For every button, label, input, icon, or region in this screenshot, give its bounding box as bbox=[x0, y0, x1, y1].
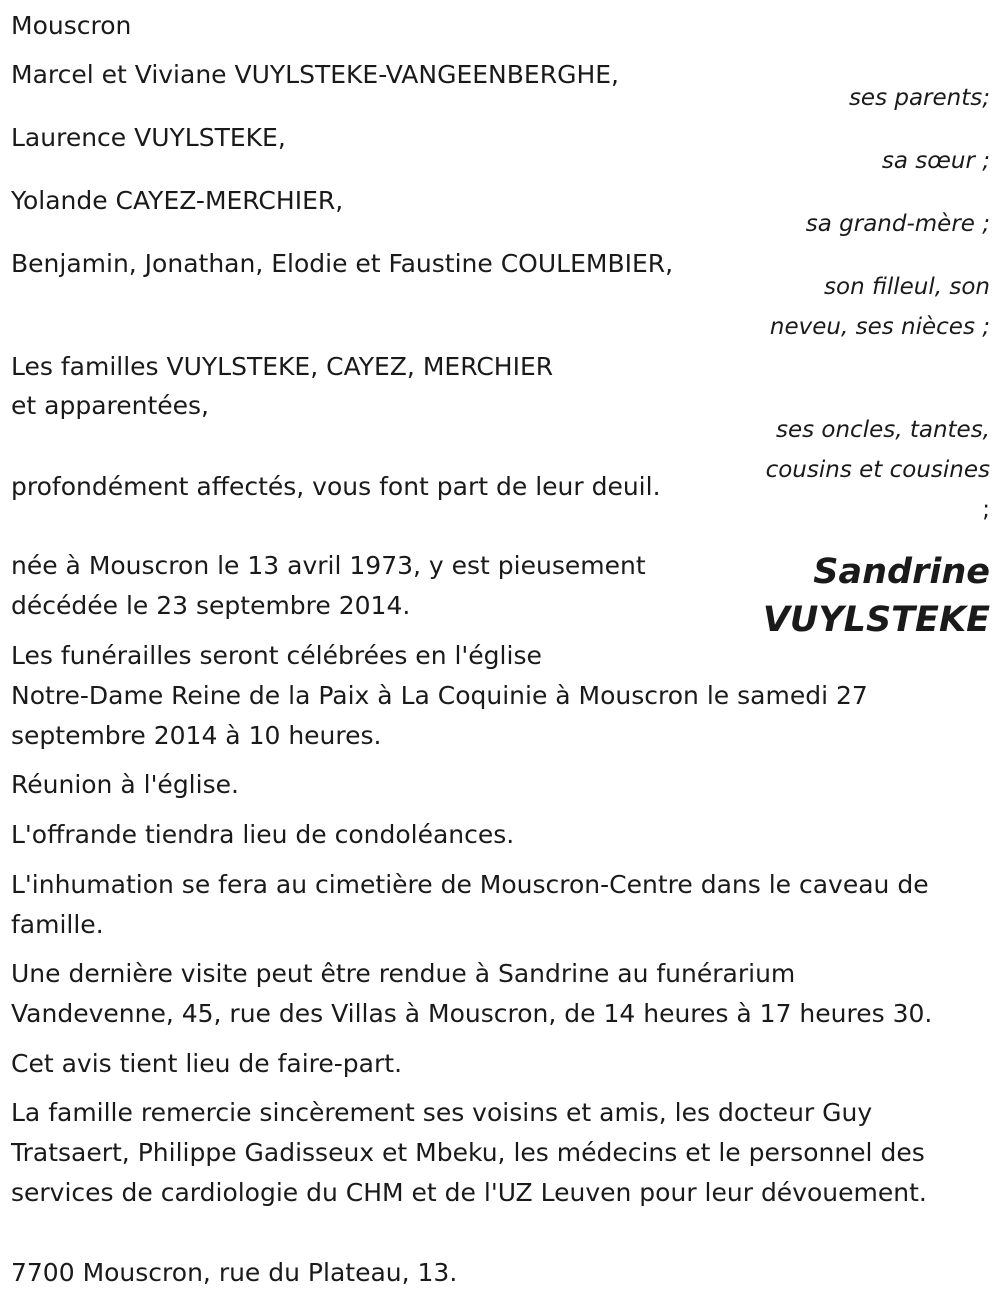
family-parents-relation: ses parents; bbox=[848, 85, 990, 111]
family-grandmother-names: Yolande CAYEZ-MERCHIER, bbox=[11, 186, 344, 215]
funeral-line2: Notre-Dame Reine de la Paix à La Coquinie à Mouscron le samedi 27 bbox=[11, 681, 868, 710]
family-parents-names: Marcel et Viviane VUYLSTEKE-VANGEENBERGHE, bbox=[11, 60, 619, 89]
location: Mouscron bbox=[11, 11, 132, 40]
thanks-line1: La famille remercie sincèrement ses voisins et amis, les docteur Guy bbox=[11, 1098, 873, 1127]
family-sister-names: Laurence VUYLSTEKE, bbox=[11, 123, 286, 152]
announcement: profondément affectés, vous font part de leur deuil. bbox=[11, 472, 661, 501]
funeral-line3: septembre 2014 à 10 heures. bbox=[11, 721, 382, 750]
families-relation-line1: ses oncles, tantes, bbox=[775, 417, 990, 443]
notice: Cet avis tient lieu de faire-part. bbox=[11, 1049, 403, 1078]
deceased-last-name: VUYLSTEKE bbox=[762, 600, 990, 640]
family-nephews-relation-line1: son filleul, son bbox=[824, 274, 990, 300]
birth-line1: née à Mouscron le 13 avril 1973, y est pieusement bbox=[11, 551, 646, 580]
families-relation-line2: cousins et cousines bbox=[765, 457, 990, 483]
family-sister-relation: sa sœur ; bbox=[881, 148, 990, 174]
birth-line2: décédée le 23 septembre 2014. bbox=[11, 591, 411, 620]
address: 7700 Mouscron, rue du Plateau, 13. bbox=[11, 1258, 458, 1287]
deceased-name bbox=[763, 548, 990, 644]
families-line2: et apparentées, bbox=[11, 391, 209, 420]
family-nephews-names: Benjamin, Jonathan, Elodie et Faustine COULEMBIER, bbox=[11, 249, 674, 278]
family-grandmother-relation: sa grand-mère ; bbox=[805, 211, 990, 237]
funeral-line1: Les funérailles seront célébrées en l'église bbox=[11, 641, 542, 670]
visit-line1: Une dernière visite peut être rendue à Sandrine au funérarium bbox=[11, 959, 796, 988]
family-nephews-relation-line2: neveu, ses nièces ; bbox=[769, 314, 990, 340]
burial-line2: famille. bbox=[11, 910, 104, 939]
visit-line2: Vandevenne, 45, rue des Villas à Mouscron, de 14 heures à 17 heures 30. bbox=[11, 999, 933, 1028]
families-line1: Les familles VUYLSTEKE, CAYEZ, MERCHIER bbox=[11, 352, 554, 381]
thanks-line3: services de cardiologie du CHM et de l'UZ Leuven pour leur dévouement. bbox=[11, 1178, 927, 1207]
burial-line1: L'inhumation se fera au cimetière de Mouscron-Centre dans le caveau de bbox=[11, 870, 929, 899]
thanks-line2: Tratsaert, Philippe Gadisseux et Mbeku, les médecins et le personnel des bbox=[11, 1138, 925, 1167]
offering: L'offrande tiendra lieu de condoléances. bbox=[11, 820, 515, 849]
reunion: Réunion à l'église. bbox=[11, 770, 239, 799]
families-relation-line3: ; bbox=[982, 497, 990, 523]
deceased-first-name: Sandrine bbox=[813, 552, 990, 592]
